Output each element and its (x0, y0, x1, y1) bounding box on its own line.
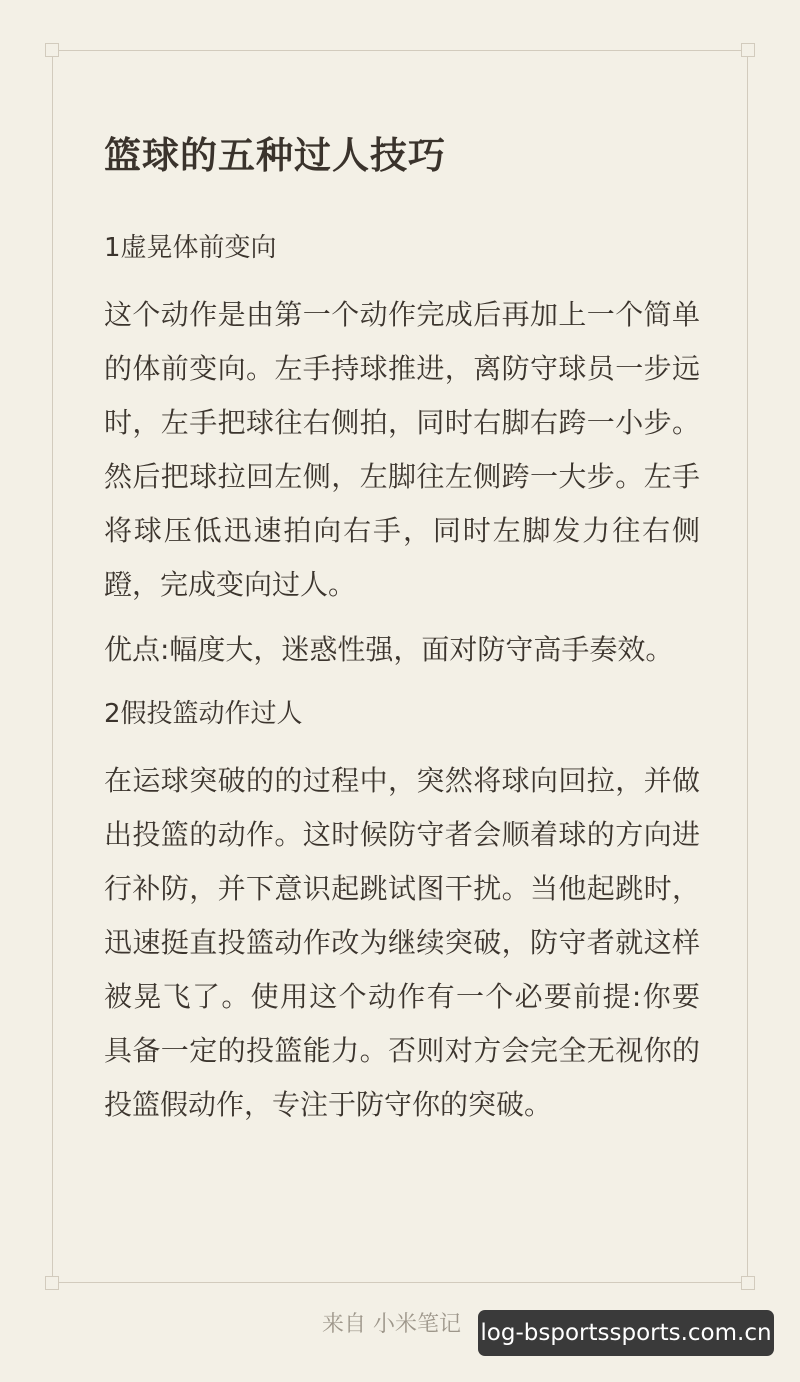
section-body-2: 在运球突破的的过程中，突然将球向回拉，并做出投篮的动作。这时候防守者会顺着球的方向进行补防，并下意识起跳试图干扰。当他起跳时，迅速挺直投篮动作改为继续突破，防守者就这样被晃飞了。使用这个动作有一个必要前提:你要具备一定的投篮能力。否则对方会完全无视你的投篮假动作，专注于防守你的突破。 (104, 764, 700, 1121)
article-title: 篮球的五种过人技巧 (104, 134, 446, 177)
section-advantage-1: 优点:幅度大，迷惑性强，面对防守高手奏效。 (104, 633, 674, 666)
section-body-1: 这个动作是由第一个动作完成后再加上一个简单的体前变向。左手持球推进，离防守球员一步远时，左手把球往右侧拍，同时右脚右跨一小步。然后把球拉回左侧，左脚往左侧跨一大步。左手将球压低迅速拍向右手，同时左脚发力往右侧蹬，完成变向过人。 (104, 298, 700, 601)
watermark-badge: log-bsportssports.com.cn (478, 1310, 774, 1356)
section-heading-2: 2假投篮动作过人 (104, 699, 303, 729)
section-heading-1: 1虚晃体前变向 (104, 233, 277, 263)
article-content (104, 130, 704, 1132)
source-label: 来自 小米笔记 (322, 1312, 461, 1337)
frame-corner-ornament (45, 1276, 59, 1290)
frame-corner-ornament (741, 43, 755, 57)
frame-corner-ornament (45, 43, 59, 57)
frame-corner-ornament (741, 1276, 755, 1290)
